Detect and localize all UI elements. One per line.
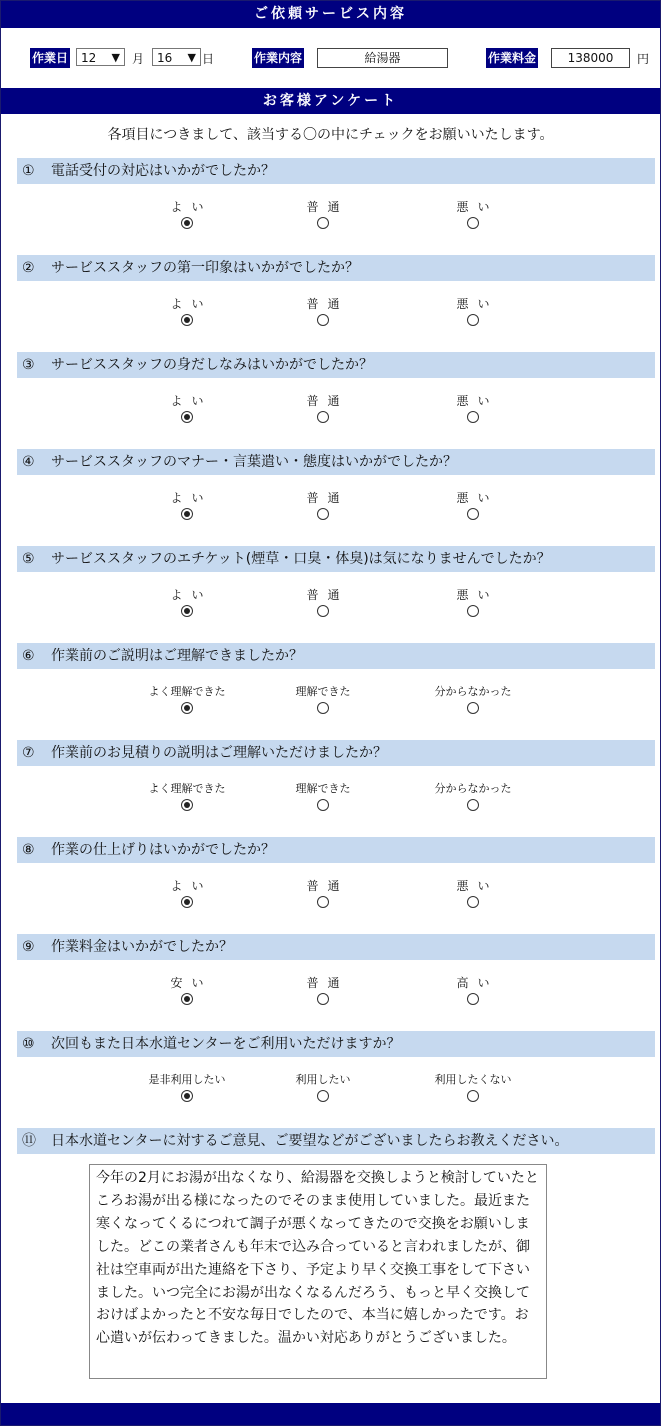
radio-unchecked[interactable] <box>467 217 479 229</box>
survey-header-title: お客様アンケート <box>262 93 399 109</box>
answer-option[interactable] <box>423 588 523 617</box>
question-bar-9 <box>17 934 655 960</box>
answer-option-label: 普通 <box>306 976 349 990</box>
answer-option[interactable] <box>423 394 523 423</box>
work-fee-field[interactable] <box>551 48 630 68</box>
answer-option-label: 悪い <box>456 297 499 311</box>
chevron-down-icon: ▼ <box>111 51 120 64</box>
answer-option-label: 悪い <box>456 879 499 893</box>
answer-option-label: 安い <box>170 976 213 990</box>
question-text: サービススタッフのマナー・言葉遣い・態度はいかがでしたか？ <box>51 454 457 470</box>
question-number: ⑩ <box>22 1036 35 1052</box>
question-number: ⑧ <box>22 842 35 858</box>
answer-option[interactable] <box>423 879 523 908</box>
day-value: 16 <box>157 51 173 65</box>
answer-option[interactable] <box>423 200 523 229</box>
answer-option-label: 悪い <box>456 394 499 408</box>
radio-unchecked[interactable] <box>467 1090 479 1102</box>
radio-unchecked[interactable] <box>467 314 479 326</box>
answer-option-label: 悪い <box>456 588 499 602</box>
radio-unchecked[interactable] <box>317 702 329 714</box>
answer-option-label: 普通 <box>306 297 349 311</box>
answer-option-label: よく理解できた <box>148 782 226 795</box>
question-bar-11 <box>17 1128 655 1154</box>
answer-option[interactable] <box>137 1073 237 1102</box>
answer-option[interactable] <box>423 976 523 1005</box>
work-content-value: 給湯器 <box>364 51 401 65</box>
answer-option[interactable] <box>273 685 373 714</box>
question-text: 電話受付の対応はいかがでしたか？ <box>51 163 275 179</box>
question-number: ③ <box>22 357 35 373</box>
answer-option[interactable] <box>137 588 237 617</box>
question-bar-6 <box>17 643 655 669</box>
radio-unchecked[interactable] <box>467 993 479 1005</box>
radio-checked[interactable] <box>181 702 193 714</box>
month-select[interactable] <box>76 48 125 66</box>
question-text: サービススタッフのエチケット(煙草・口臭・体臭)は気になりませんでしたか？ <box>51 551 551 567</box>
radio-unchecked[interactable] <box>317 1090 329 1102</box>
radio-checked[interactable] <box>181 605 193 617</box>
fee-unit: 円 <box>637 52 650 66</box>
radio-unchecked[interactable] <box>467 508 479 520</box>
survey-intro: 各項目につきまして、該当する〇の中にチェックをお願いいたします。 <box>107 127 554 143</box>
answer-option[interactable] <box>273 1073 373 1102</box>
answer-option-label: よく理解できた <box>148 685 226 698</box>
day-select[interactable] <box>152 48 201 66</box>
answer-option[interactable] <box>273 976 373 1005</box>
radio-checked[interactable] <box>181 799 193 811</box>
radio-unchecked[interactable] <box>317 993 329 1005</box>
answer-option-label: 普通 <box>306 200 349 214</box>
work-content-label: 作業内容 <box>252 48 304 68</box>
question-text: 日本水道センターに対するご意見、ご要望などがございましたらお教えください。 <box>51 1133 569 1149</box>
answer-option[interactable] <box>273 297 373 326</box>
radio-unchecked[interactable] <box>317 314 329 326</box>
radio-checked[interactable] <box>181 411 193 423</box>
day-unit: 日 <box>202 52 215 66</box>
radio-checked[interactable] <box>181 993 193 1005</box>
question-bar-4 <box>17 449 655 475</box>
answer-option-label: 普通 <box>306 879 349 893</box>
chevron-down-icon: ▼ <box>187 51 196 64</box>
answer-option[interactable] <box>137 200 237 229</box>
question-number: ① <box>22 163 35 179</box>
radio-checked[interactable] <box>181 217 193 229</box>
footer-band <box>1 1403 660 1425</box>
answer-option[interactable] <box>137 879 237 908</box>
question-number: ⑨ <box>22 939 35 955</box>
answer-option-label: よい <box>170 200 213 214</box>
radio-unchecked[interactable] <box>317 896 329 908</box>
answer-option-label: よい <box>170 879 213 893</box>
radio-checked[interactable] <box>181 314 193 326</box>
month-value: 12 <box>81 51 97 65</box>
comment-textarea[interactable]: 今年の2月にお湯が出なくなり、給湯器を交換しようと検討していたところお湯が出る様になったのでそのまま使用していました。最近また寒くなってくるにつれて調子が悪くなってきたので交換をお願いしました。どこの業者さんも年末で込み合っていると言われましたが、御社は空車両が出た連絡を下さり、予定より早く交換工事をして下さいました。いつ完全にお湯が出なくなるんだろう、もっと早く交換しておけばよかったと不安な毎日でしたので、本当に嬉しかったです。お心遣いが伝わってきました。温かい対応ありがとうございました。 <box>89 1164 547 1379</box>
question-text: サービススタッフの身だしなみはいかがでしたか？ <box>51 357 373 373</box>
question-bar-8 <box>17 837 655 863</box>
answer-option[interactable] <box>273 394 373 423</box>
month-unit: 月 <box>132 52 145 66</box>
question-text: 作業料金はいかがでしたか？ <box>51 939 233 955</box>
radio-unchecked[interactable] <box>317 217 329 229</box>
radio-unchecked[interactable] <box>317 605 329 617</box>
radio-unchecked[interactable] <box>467 702 479 714</box>
answer-option[interactable] <box>137 297 237 326</box>
question-bar-3 <box>17 352 655 378</box>
answer-option-label: 是非利用したい <box>148 1073 226 1086</box>
radio-checked[interactable] <box>181 1090 193 1102</box>
answer-option-label: 高い <box>456 976 499 990</box>
answer-option-label: よい <box>170 491 213 505</box>
question-number: ② <box>22 260 35 276</box>
radio-unchecked[interactable] <box>467 799 479 811</box>
radio-unchecked[interactable] <box>467 605 479 617</box>
answer-option-label: 利用したくない <box>434 1073 512 1086</box>
answer-option[interactable] <box>423 491 523 520</box>
answer-option-label: よい <box>170 297 213 311</box>
radio-checked[interactable] <box>181 508 193 520</box>
answer-option[interactable] <box>423 685 523 714</box>
answer-option-label: 悪い <box>456 491 499 505</box>
question-bar-2 <box>17 255 655 281</box>
question-number: ⑥ <box>22 648 35 664</box>
answer-option[interactable] <box>273 200 373 229</box>
answer-option-label: 理解できた <box>295 782 351 795</box>
work-content-field[interactable] <box>317 48 448 68</box>
question-text: 作業前のお見積りの説明はご理解いただけましたか？ <box>51 745 387 761</box>
question-text: 次回もまた日本水道センターをご利用いただけますか？ <box>51 1036 401 1052</box>
question-text: 作業の仕上げりはいかがでしたか？ <box>51 842 275 858</box>
answer-option[interactable] <box>273 491 373 520</box>
service-info-row <box>1 45 660 71</box>
answer-option[interactable] <box>423 782 523 811</box>
answer-option[interactable] <box>273 879 373 908</box>
question-bar-1 <box>17 158 655 184</box>
answer-option[interactable] <box>137 976 237 1005</box>
answer-option-label: よい <box>170 394 213 408</box>
question-number: ⑪ <box>22 1133 36 1149</box>
answer-option[interactable] <box>423 297 523 326</box>
answer-option-label: 理解できた <box>295 685 351 698</box>
question-number: ⑦ <box>22 745 35 761</box>
service-header <box>1 1 660 28</box>
survey-header <box>1 88 660 114</box>
work-date-label: 作業日 <box>30 48 70 68</box>
question-text: 作業前のご説明はご理解できましたか？ <box>51 648 303 664</box>
answer-option-label: 分からなかった <box>434 685 512 698</box>
answer-option-label: 分からなかった <box>434 782 512 795</box>
answer-option[interactable] <box>423 1073 523 1102</box>
question-bar-7 <box>17 740 655 766</box>
question-number: ⑤ <box>22 551 35 567</box>
answer-option-label: 悪い <box>456 200 499 214</box>
answer-option-label: 普通 <box>306 491 349 505</box>
radio-unchecked[interactable] <box>467 411 479 423</box>
answer-option[interactable] <box>137 491 237 520</box>
answer-option-label: 普通 <box>306 588 349 602</box>
question-number: ④ <box>22 454 35 470</box>
answer-option[interactable] <box>137 782 237 811</box>
radio-checked[interactable] <box>181 896 193 908</box>
answer-option[interactable] <box>137 394 237 423</box>
answer-option[interactable] <box>137 685 237 714</box>
question-bar-5 <box>17 546 655 572</box>
answer-option[interactable] <box>273 782 373 811</box>
service-header-title: ご依頼サービス内容 <box>254 6 407 22</box>
work-fee-value: 138000 <box>567 51 614 65</box>
radio-unchecked[interactable] <box>317 799 329 811</box>
question-text: サービススタッフの第一印象はいかがでしたか？ <box>51 260 359 276</box>
answer-option-label: よい <box>170 588 213 602</box>
answer-option-label: 利用したい <box>295 1073 351 1086</box>
question-bar-10 <box>17 1031 655 1057</box>
radio-unchecked[interactable] <box>317 411 329 423</box>
answer-option-label: 普通 <box>306 394 349 408</box>
answer-option[interactable] <box>273 588 373 617</box>
radio-unchecked[interactable] <box>467 896 479 908</box>
radio-unchecked[interactable] <box>317 508 329 520</box>
work-fee-label: 作業料金 <box>486 48 538 68</box>
